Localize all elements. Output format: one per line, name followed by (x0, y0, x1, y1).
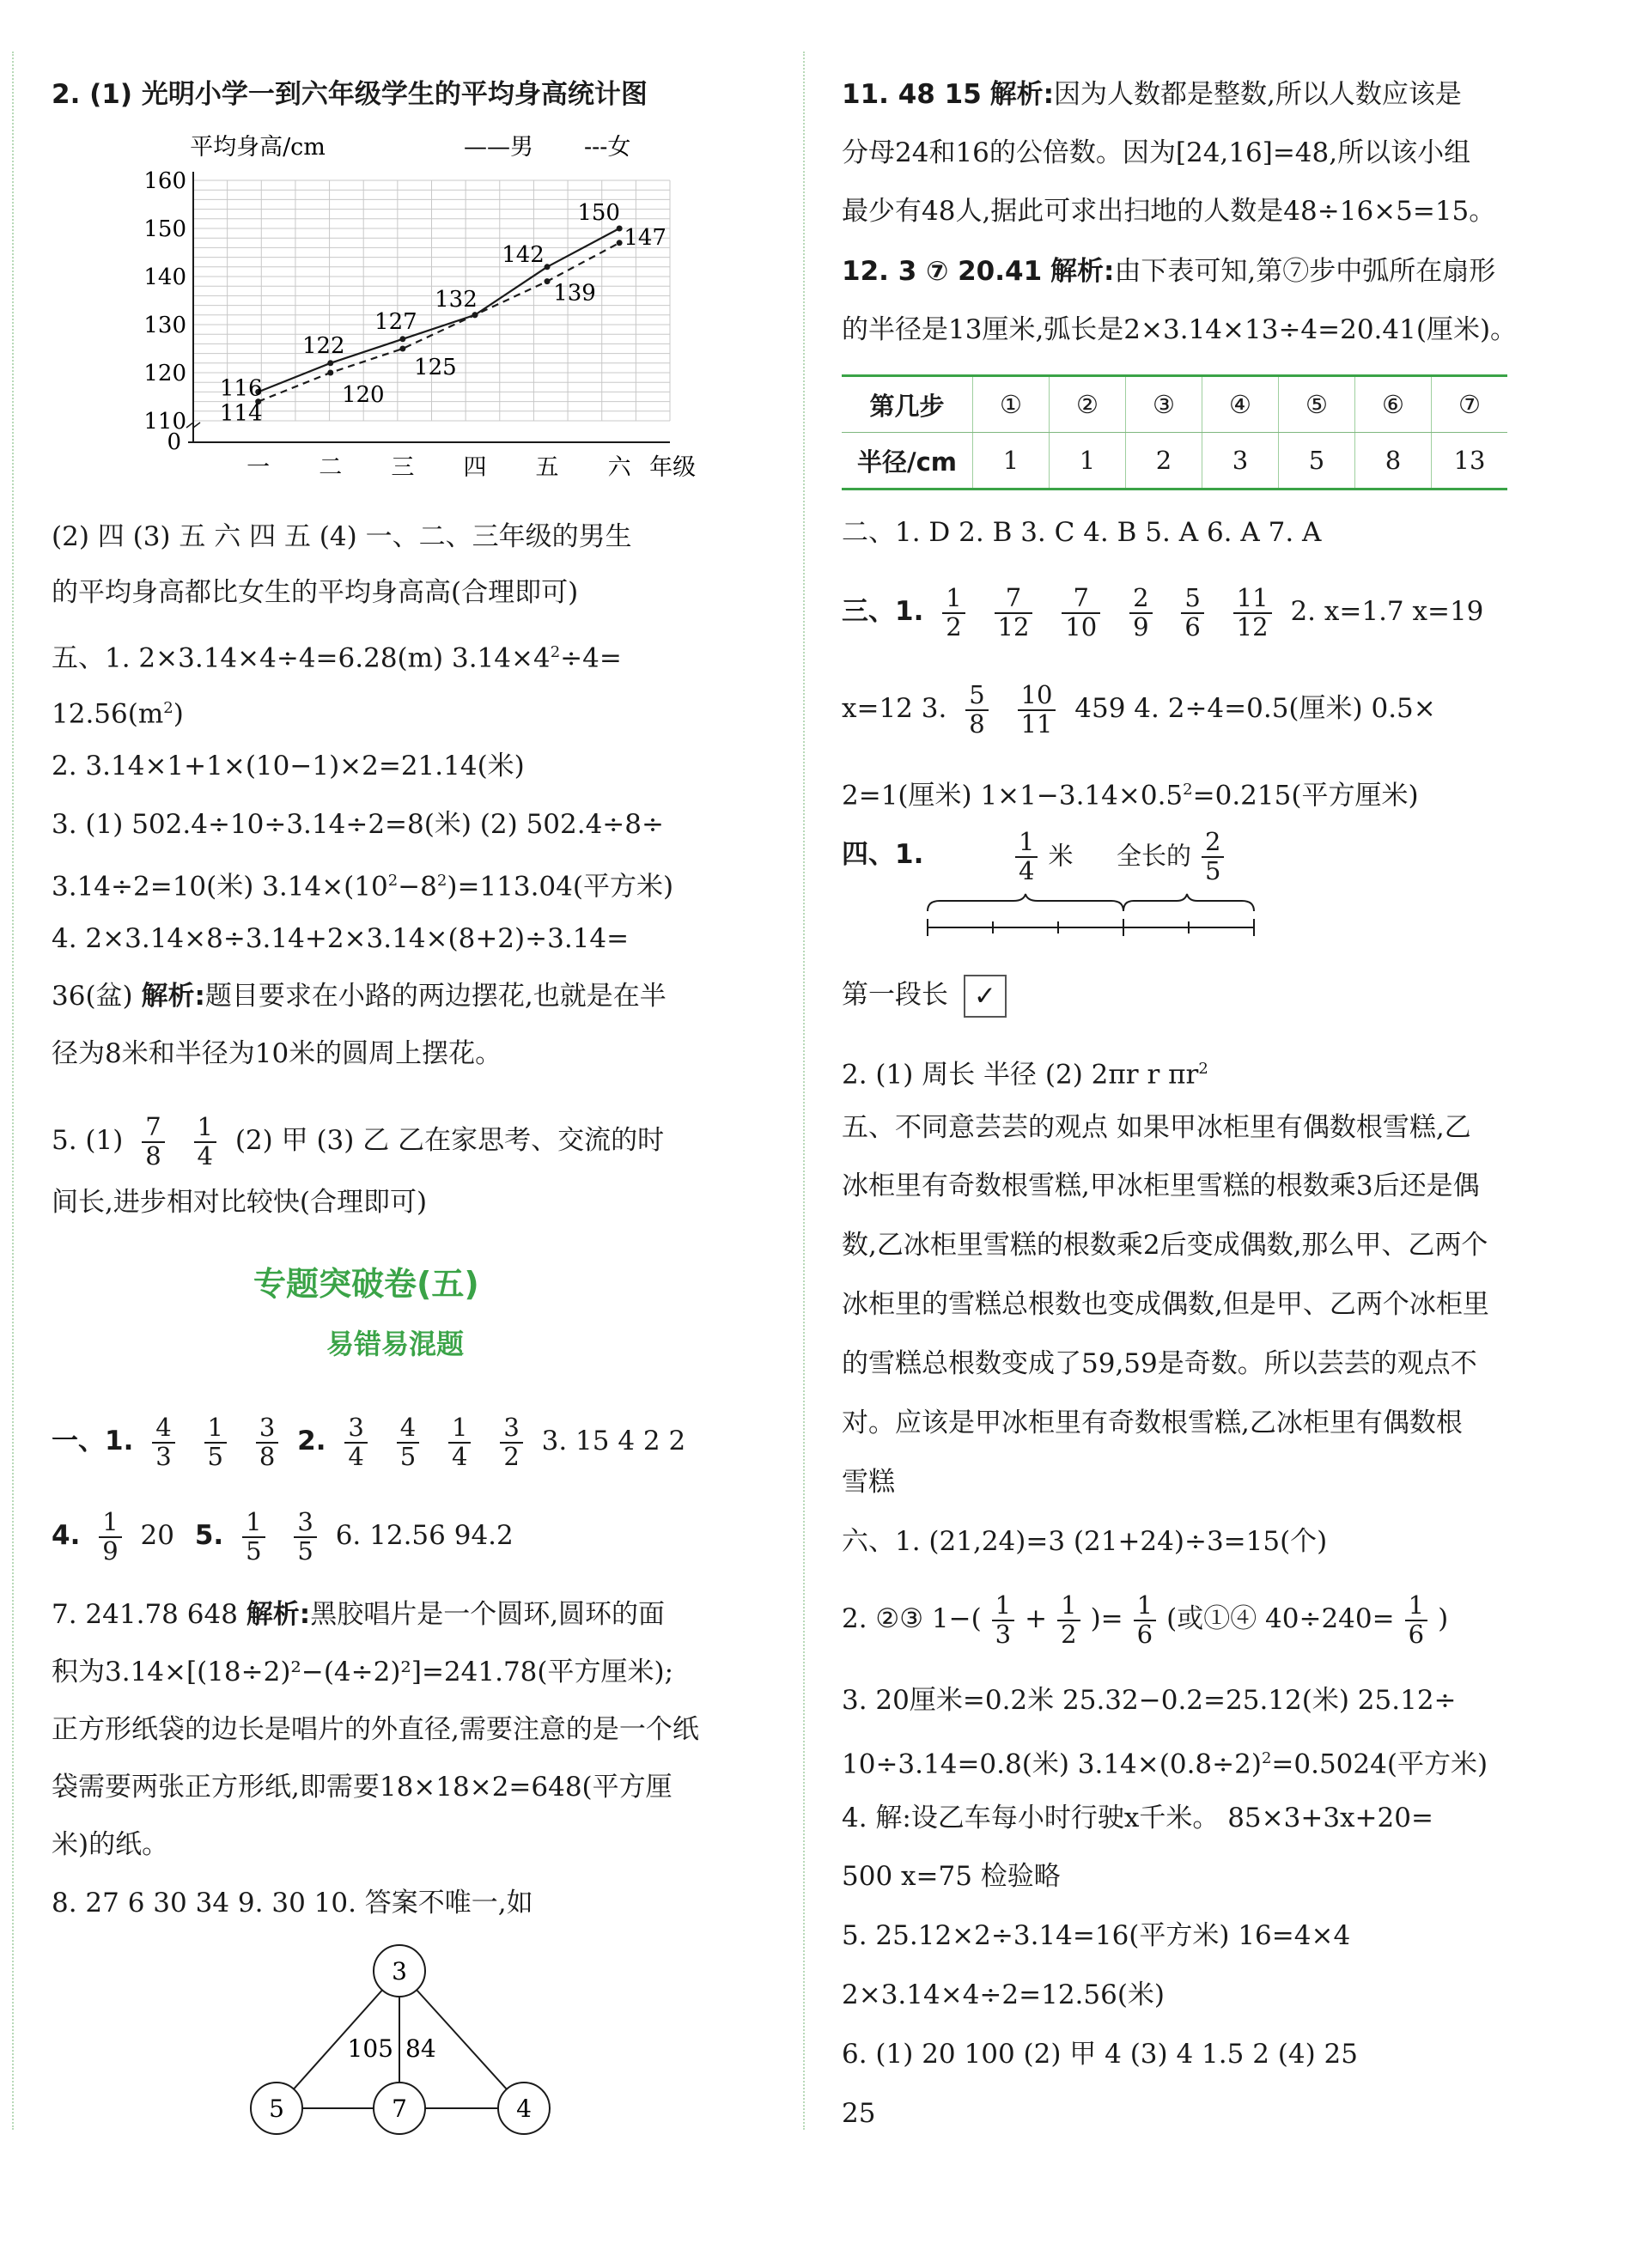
s5-q3b-mid: −8 (398, 871, 437, 903)
s5-q1a-sup: 2 (550, 643, 561, 661)
male-point (399, 336, 405, 342)
p1-q7-pre: 7. 241.78 648 (52, 1599, 238, 1630)
brace-second (1123, 894, 1254, 911)
y-tick-label: 110 (143, 409, 186, 435)
x-tick-label: 五 (535, 454, 559, 481)
p1-q5-frac: $\frac{3}{5}$ (294, 1509, 316, 1566)
s6-q2-plus: + (1025, 1603, 1048, 1634)
p1-q1-frac: $\frac{1}{5}$ (204, 1414, 227, 1471)
table-cell: 13 (1432, 433, 1508, 489)
s3-frac: $\frac{7}{10}$ (1062, 585, 1100, 641)
s5-q3b-tail: )=113.04(平方米) (447, 871, 674, 903)
s5-q3-line1: 3. (1) 502.4÷10÷3.14÷2=8(米) (2) 502.4÷8÷ (52, 809, 664, 840)
s6-q2-frac: $\frac{1}{6}$ (1134, 1592, 1156, 1649)
s5-q1-line2 (52, 691, 184, 731)
x-tick-label: 一 (246, 454, 271, 481)
s5-q5-frac2: $\frac{1}{4}$ (194, 1114, 216, 1170)
axis-break (186, 423, 200, 428)
s4-seg1-unit: 米 (1048, 841, 1074, 871)
s5-q4-line2 (52, 979, 666, 1013)
male-point (327, 360, 333, 366)
data-label: 127 (374, 308, 417, 335)
p1-q7-line4: 袋需要两张正方形纸,即需要18×18×2=648(平方厘 (52, 1772, 673, 1803)
s5-q3b-sup2: 2 (436, 872, 447, 890)
s4-q2-line (842, 1052, 1208, 1091)
table-cell: ③ (1126, 376, 1202, 433)
s5-q4b-pre: 36(盆) (52, 981, 133, 1012)
s4-seg1-frac: $\frac{1}{4}$ (1015, 829, 1038, 885)
s3-q2: 2. x=1.7 x=19 (1290, 596, 1484, 627)
left-margin-rule (12, 52, 14, 2130)
s5-q3-line2 (52, 864, 673, 903)
data-label: 125 (414, 355, 457, 380)
s3c-tail: =0.215(平方厘米) (1192, 780, 1419, 812)
section-heading: 专题突破卷(五) (253, 1265, 479, 1303)
x-tick-label: 六 (607, 454, 631, 481)
s6-q3-line2 (842, 1742, 1488, 1781)
p1-q6: 6. 12.56 94.2 (335, 1520, 514, 1551)
s5-q1a-text: 五、1. 2×3.14×4÷4=6.28(m) 3.14×4 (52, 642, 551, 674)
column-divider (803, 52, 805, 2130)
table-cell: 3 (1202, 433, 1279, 489)
table-row (842, 433, 1507, 489)
q12-pre: 12. 3 ⑦ 20.41 (842, 256, 1043, 287)
s6-q3b-sup: 2 (1261, 1749, 1272, 1767)
y-tick-label: 120 (143, 361, 186, 386)
p1-q4-line (52, 1503, 514, 1568)
data-label: 139 (553, 280, 596, 307)
s5-line6: 对。应该是甲冰柜里有奇数根雪糕,乙冰柜里有偶数根 (842, 1408, 1463, 1438)
legend-female: ---女 (584, 134, 631, 161)
s5-q3b-pre: 3.14÷2=10(米) 3.14×(10 (52, 871, 388, 903)
table-row (842, 376, 1507, 433)
p1-q7-label: 解析: (246, 1599, 311, 1630)
tri-label-left: 105 (347, 2034, 393, 2063)
female-point (617, 240, 623, 246)
male-point (617, 226, 623, 232)
s6-q6-line2: 25 (842, 2098, 876, 2129)
s5-line3: 数,乙冰柜里雪糕的根数乘2后变成偶数,那么甲、乙两个 (842, 1230, 1488, 1261)
s5-line2: 冰柜里有奇数根雪糕,甲冰柜里雪糕的根数乘3后还是偶 (842, 1170, 1480, 1201)
data-label: 114 (219, 400, 263, 427)
table-cell: ⑥ (1355, 376, 1432, 433)
s5-q1a-tail: ÷4= (560, 642, 622, 674)
p1-q2-frac: $\frac{4}{5}$ (397, 1414, 419, 1471)
s6-q4-line2: 500 x=75 检验略 (842, 1861, 1061, 1892)
s3-line2 (842, 674, 1436, 743)
s6-q2-frac: $\frac{1}{3}$ (992, 1592, 1014, 1649)
s6-q1: 六、1. (21,24)=3 (21+24)÷3=15(个) (842, 1526, 1328, 1557)
s5-line4: 冰柜里的雪糕总根数也变成偶数,但是甲、乙两个冰柜里 (842, 1289, 1489, 1320)
female-point (399, 346, 405, 352)
tri-label-right: 84 (405, 2034, 436, 2063)
x-unit-label: 年级 (649, 454, 697, 481)
x-tick-label: 三 (391, 454, 415, 481)
s3b-tail: 459 4. 2÷4=0.5(厘米) 0.5× (1074, 693, 1436, 724)
table-cell: ⑤ (1279, 376, 1355, 433)
s5-q5-line1 (52, 1108, 664, 1173)
s3-frac: $\frac{7}{12}$ (995, 585, 1033, 641)
table-head: 半径/cm (842, 433, 973, 489)
q2-rest-2: 的平均身高都比女生的平均身高高(合理即可) (52, 577, 579, 608)
s3b-frac: $\frac{10}{11}$ (1018, 682, 1056, 739)
s5-q2: 2. 3.14×1+1×(10−1)×2=21.14(米) (52, 751, 525, 781)
s6-q2-frac: $\frac{1}{6}$ (1405, 1592, 1427, 1649)
y-tick-label: 130 (143, 313, 186, 338)
table-cell: ② (1050, 376, 1126, 433)
data-label: 150 (577, 200, 620, 226)
p1-q8-line: 8. 27 6 30 34 9. 30 10. 答案不唯一,如 (52, 1888, 533, 1918)
s3-frac: $\frac{2}{9}$ (1129, 585, 1152, 641)
s6-q2-pre: 2. ②③ 1−( (842, 1603, 982, 1634)
s6-q2-frac: $\frac{1}{2}$ (1057, 1592, 1080, 1649)
s5-q1b-tail: ) (173, 698, 184, 730)
s6-q3-line1: 3. 20厘米=0.2米 25.32−0.2=25.12(米) 25.12÷ (842, 1685, 1457, 1716)
q11-label: 解析: (989, 79, 1055, 110)
p1-q4-val: 20 (140, 1520, 174, 1551)
s4-seg2-label (1117, 829, 1234, 885)
s4-first-text: 第一段长 (842, 979, 948, 1011)
s6-q4-line1: 4. 解:设乙车每小时行驶x千米。 85×3+3x+20= (842, 1803, 1433, 1833)
data-label: 142 (502, 241, 545, 268)
s5-q5-pre: 5. (1) (52, 1125, 124, 1156)
s6-q2-tail: (或①④ 40÷240= (1166, 1603, 1395, 1634)
p1-q5-frac: $\frac{1}{5}$ (242, 1509, 265, 1566)
segment-diagram (928, 897, 1254, 949)
y-tick-label: 160 (143, 168, 186, 194)
s3-line1 (842, 577, 1483, 646)
s5-line1: 五、不同意芸芸的观点 如果甲冰柜里有偶数根雪糕,乙 (842, 1112, 1471, 1143)
s5-q5-line2: 间长,进步相对比较快(合理即可) (52, 1187, 428, 1218)
s3b-pre: x=12 3. (842, 693, 947, 724)
q12-line1 (842, 254, 1495, 289)
table-cell: 8 (1355, 433, 1432, 489)
female-point (327, 370, 333, 376)
p1-q5-label: 5. (194, 1520, 224, 1551)
p1-q2-frac: $\frac{1}{4}$ (448, 1414, 471, 1471)
s4-q2-sup: 2 (1198, 1060, 1208, 1078)
p1-q1-frac: $\frac{3}{8}$ (256, 1414, 278, 1471)
data-label: 120 (341, 382, 385, 408)
table-cell: 1 (1050, 433, 1126, 489)
p1-q7-line2: 积为3.14×[(18÷2)²−(4÷2)²]=241.78(平方厘米); (52, 1657, 674, 1687)
q11-line1 (842, 77, 1462, 112)
p1-q3: 3. 15 4 2 2 (541, 1426, 686, 1456)
s4-label: 四、1. (842, 839, 924, 870)
q11-tail: 因为人数都是整数,所以人数应该是 (1054, 79, 1462, 110)
q11-pre: 11. 48 15 (842, 79, 982, 110)
s6-q5-line1: 5. 25.12×2÷3.14=16(平方米) 16=4×4 (842, 1920, 1351, 1951)
s6-q2-close: ) (1438, 1603, 1449, 1634)
male-point (545, 264, 551, 270)
s4-seg2-pre: 全长的 (1117, 841, 1192, 871)
p1-q2-label: 2. (297, 1426, 326, 1456)
s6-q3b-tail: =0.5024(平方米) (1271, 1748, 1488, 1780)
section-subheading: 易错易混题 (326, 1328, 465, 1360)
s4-seg1-label (1005, 829, 1073, 885)
p1-q1-line (52, 1408, 685, 1474)
s6-q3b-pre: 10÷3.14=0.8(米) 3.14×(0.8÷2) (842, 1748, 1262, 1780)
data-label: 132 (435, 286, 478, 313)
p1-q7-line5: 米)的纸。 (52, 1829, 169, 1860)
s6-q5-line2: 2×3.14×4÷2=12.56(米) (842, 1979, 1165, 2010)
triangle-diagram (249, 1945, 610, 2151)
s6-q6-line1: 6. (1) 20 100 (2) 甲 4 (3) 4 1.5 2 (4) 25 (842, 2039, 1359, 2070)
female-point (545, 278, 551, 284)
s3-frac: $\frac{11}{12}$ (1233, 585, 1272, 641)
female-point (472, 312, 478, 318)
q2-title: 2. (1) 光明小学一到六年级学生的平均身高统计图 (52, 79, 648, 110)
tri-right-value: 4 (516, 2095, 532, 2123)
radius-table (842, 374, 1507, 490)
height-line-chart (103, 120, 704, 481)
x-tick-label: 四 (463, 454, 487, 481)
table-head: 第几步 (842, 376, 973, 433)
table-cell: 2 (1126, 433, 1202, 489)
table-cell: ① (973, 376, 1050, 433)
y-tick-label: 140 (143, 264, 186, 290)
p1-q1-frac: $\frac{4}{3}$ (152, 1414, 174, 1471)
data-label: 147 (624, 224, 666, 251)
p1-q7-line3: 正方形纸袋的边长是唱片的外直径,需要注意的是一个纸 (52, 1714, 699, 1745)
s4-q2-pre: 2. (1) 周长 半径 (2) 2πr r πr (842, 1059, 1199, 1091)
y-tick-label: 150 (143, 216, 186, 242)
p1-q7-line1 (52, 1597, 665, 1632)
q12-tail: 由下表可知,第⑦步中弧所在扇形 (1114, 256, 1496, 287)
s3-line3 (842, 773, 1419, 812)
tri-mid-value: 7 (392, 2095, 407, 2123)
s5-line5: 的雪糕总根数变成了59,59是奇数。所以芸芸的观点不 (842, 1348, 1477, 1379)
q11-line3: 最少有48人,据此可求出扫地的人数是48÷16×5=15。 (842, 196, 1496, 227)
brace-first (928, 894, 1123, 911)
data-label: 116 (219, 375, 263, 402)
s5-q4-line3: 径为8米和半径为10米的圆周上摆花。 (52, 1038, 502, 1069)
s5-q4b-tail: 题目要求在小路的两边摆花,也就是在半 (204, 981, 666, 1012)
q11-line2: 分母24和16的公倍数。因为[24,16]=48,所以该小组 (842, 137, 1471, 168)
s2-line: 二、1. D 2. B 3. C 4. B 5. A 6. A 7. A (842, 517, 1322, 548)
legend-male: ——男 (464, 134, 533, 161)
s5-q4b-label: 解析: (141, 981, 205, 1012)
s5-q1-line1 (52, 635, 622, 675)
s3c-sup: 2 (1183, 781, 1193, 799)
s5-q1b-text: 12.56(m (52, 698, 164, 730)
q2-rest-1: (2) 四 (3) 五 六 四 五 (4) 一、二、三年级的男生 (52, 521, 632, 552)
checkbox-icon[interactable]: ✓ (964, 975, 1007, 1018)
s3-label: 三、1. (842, 596, 924, 627)
s5-q4-line1: 4. 2×3.14×8÷3.14+2×3.14×(8+2)÷3.14= (52, 923, 630, 954)
s3b-frac: $\frac{5}{8}$ (965, 682, 988, 739)
p1-q2-frac: $\frac{3}{2}$ (500, 1414, 522, 1471)
y-zero-label: 0 (167, 429, 181, 455)
q12-line2: 的半径是13厘米,弧长是2×3.14×13÷4=20.41(厘米)。 (842, 314, 1518, 345)
s3-frac: $\frac{5}{6}$ (1181, 585, 1203, 641)
p1-q2-frac: $\frac{3}{4}$ (344, 1414, 367, 1471)
p1-q1-label: 一、1. (52, 1426, 134, 1456)
s3-frac: $\frac{1}{2}$ (942, 585, 965, 641)
chart-ylabel: 平均身高/cm (190, 134, 326, 161)
s5-line7: 雪糕 (842, 1467, 895, 1498)
q12-label: 解析: (1050, 256, 1115, 287)
s5-q1b-sup: 2 (163, 699, 173, 717)
p1-q7-tail: 黑胶唱片是一个圆环,圆环的面 (310, 1599, 666, 1630)
s6-q2-mid: )= (1090, 1603, 1123, 1634)
table-cell: 1 (973, 433, 1050, 489)
tri-top-value: 3 (392, 1957, 407, 1985)
s4-first-line (842, 975, 1007, 1018)
table-cell: 5 (1279, 433, 1355, 489)
s3c-pre: 2=1(厘米) 1×1−3.14×0.5 (842, 780, 1184, 812)
tri-left-value: 5 (269, 2095, 284, 2123)
p1-q4-label: 4. (52, 1520, 81, 1551)
p1-q4-frac: $\frac{1}{9}$ (99, 1509, 121, 1566)
x-tick-label: 二 (319, 454, 343, 481)
data-label: 122 (301, 332, 345, 359)
s5-q5-frac1: $\frac{7}{8}$ (142, 1114, 164, 1170)
s5-q5-tail: (2) 甲 (3) 乙 乙在家思考、交流的时 (234, 1125, 665, 1156)
s4-seg2-frac: $\frac{2}{5}$ (1202, 829, 1224, 885)
s5-q3b-sup1: 2 (387, 872, 399, 890)
table-cell: ⑦ (1432, 376, 1508, 433)
s6-q2-line (842, 1584, 1448, 1653)
table-cell: ④ (1202, 376, 1279, 433)
